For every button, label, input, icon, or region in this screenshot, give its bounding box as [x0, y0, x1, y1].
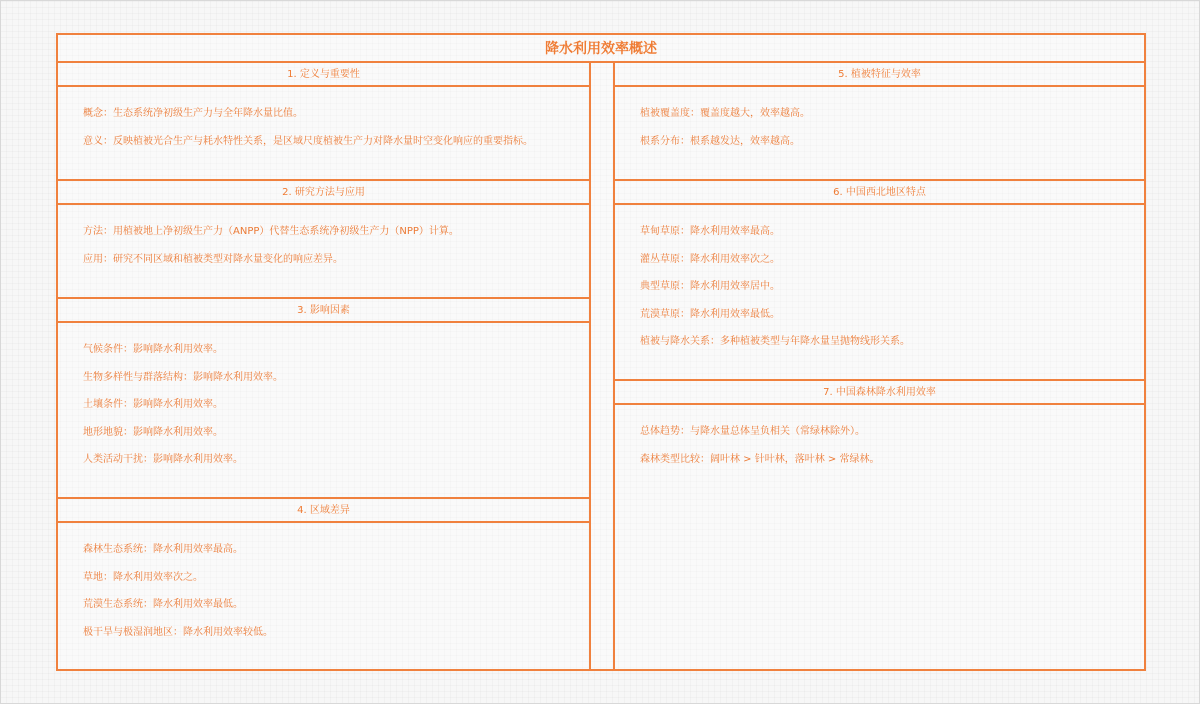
- list-item: 土壤条件：影响降水利用效率。: [83, 399, 223, 410]
- section-regional: [58, 499, 589, 669]
- section-items: [615, 405, 1144, 467]
- section-definition: [58, 63, 589, 181]
- section-heading: 2. 研究方法与应用: [58, 181, 589, 205]
- list-item: 草甸草原：降水利用效率最高。: [640, 226, 780, 237]
- list-item: 根系分布：根系越发达，效率越高。: [640, 135, 800, 147]
- section-factors: [58, 299, 589, 499]
- list-item: 生物多样性与群落结构：影响降水利用效率。: [83, 371, 283, 383]
- section-heading: 7. 中国森林降水利用效率: [615, 381, 1144, 405]
- list-item: 意义：反映植被光合生产与耗水特性关系，是区域尺度植被生产力对降水量时空变化响应的重要指标。: [83, 135, 533, 147]
- left-column: [58, 63, 591, 669]
- diagram-title: 降水利用效率概述: [58, 35, 1144, 63]
- section-heading: 4. 区域差异: [58, 499, 589, 523]
- list-item: 地形地貌：影响降水利用效率。: [83, 426, 223, 438]
- section-heading: 6. 中国西北地区特点: [615, 181, 1144, 205]
- section-items: [58, 87, 589, 149]
- list-item: 植被与降水关系：多种植被类型与年降水量呈抛物线形关系。: [640, 336, 910, 347]
- section-vegetation: [615, 63, 1144, 181]
- diagram-board: [56, 33, 1146, 671]
- section-items: [58, 205, 589, 267]
- section-forest: [615, 381, 1144, 669]
- list-item: 极干旱与极湿润地区：降水利用效率较低。: [83, 626, 273, 638]
- section-items: [58, 523, 589, 640]
- list-item: 典型草原：降水利用效率居中。: [640, 281, 780, 292]
- section-items: [58, 323, 589, 467]
- list-item: 植被覆盖度：覆盖度越大，效率越高。: [640, 108, 810, 119]
- list-item: 荒漠生态系统：降水利用效率最低。: [83, 599, 243, 610]
- list-item: 总体趋势：与降水量总体呈负相关（常绿林除外）。: [640, 426, 865, 437]
- list-item: 草地：降水利用效率次之。: [83, 571, 203, 583]
- list-item: 方法：用植被地上净初级生产力（ANPP）代替生态系统净初级生产力（NPP）计算。: [83, 226, 459, 237]
- section-methods: [58, 181, 589, 299]
- section-heading: 5. 植被特征与效率: [615, 63, 1144, 87]
- section-items: [615, 87, 1144, 149]
- list-item: 气候条件：影响降水利用效率。: [83, 344, 223, 355]
- section-heading: 3. 影响因素: [58, 299, 589, 323]
- list-item: 森林生态系统：降水利用效率最高。: [83, 544, 243, 555]
- list-item: 概念：生态系统净初级生产力与全年降水量比值。: [83, 108, 303, 119]
- list-item: 人类活动干扰：影响降水利用效率。: [83, 454, 243, 465]
- list-item: 应用：研究不同区域和植被类型对降水量变化的响应差异。: [83, 253, 343, 265]
- list-item: 灌丛草原：降水利用效率次之。: [640, 253, 780, 265]
- section-northwest: [615, 181, 1144, 381]
- right-column: [613, 63, 1144, 669]
- list-item: 森林类型比较：阔叶林 > 针叶林，落叶林 > 常绿林。: [640, 453, 880, 465]
- section-heading: 1. 定义与重要性: [58, 63, 589, 87]
- section-items: [615, 205, 1144, 349]
- list-item: 荒漠草原：降水利用效率最低。: [640, 308, 780, 320]
